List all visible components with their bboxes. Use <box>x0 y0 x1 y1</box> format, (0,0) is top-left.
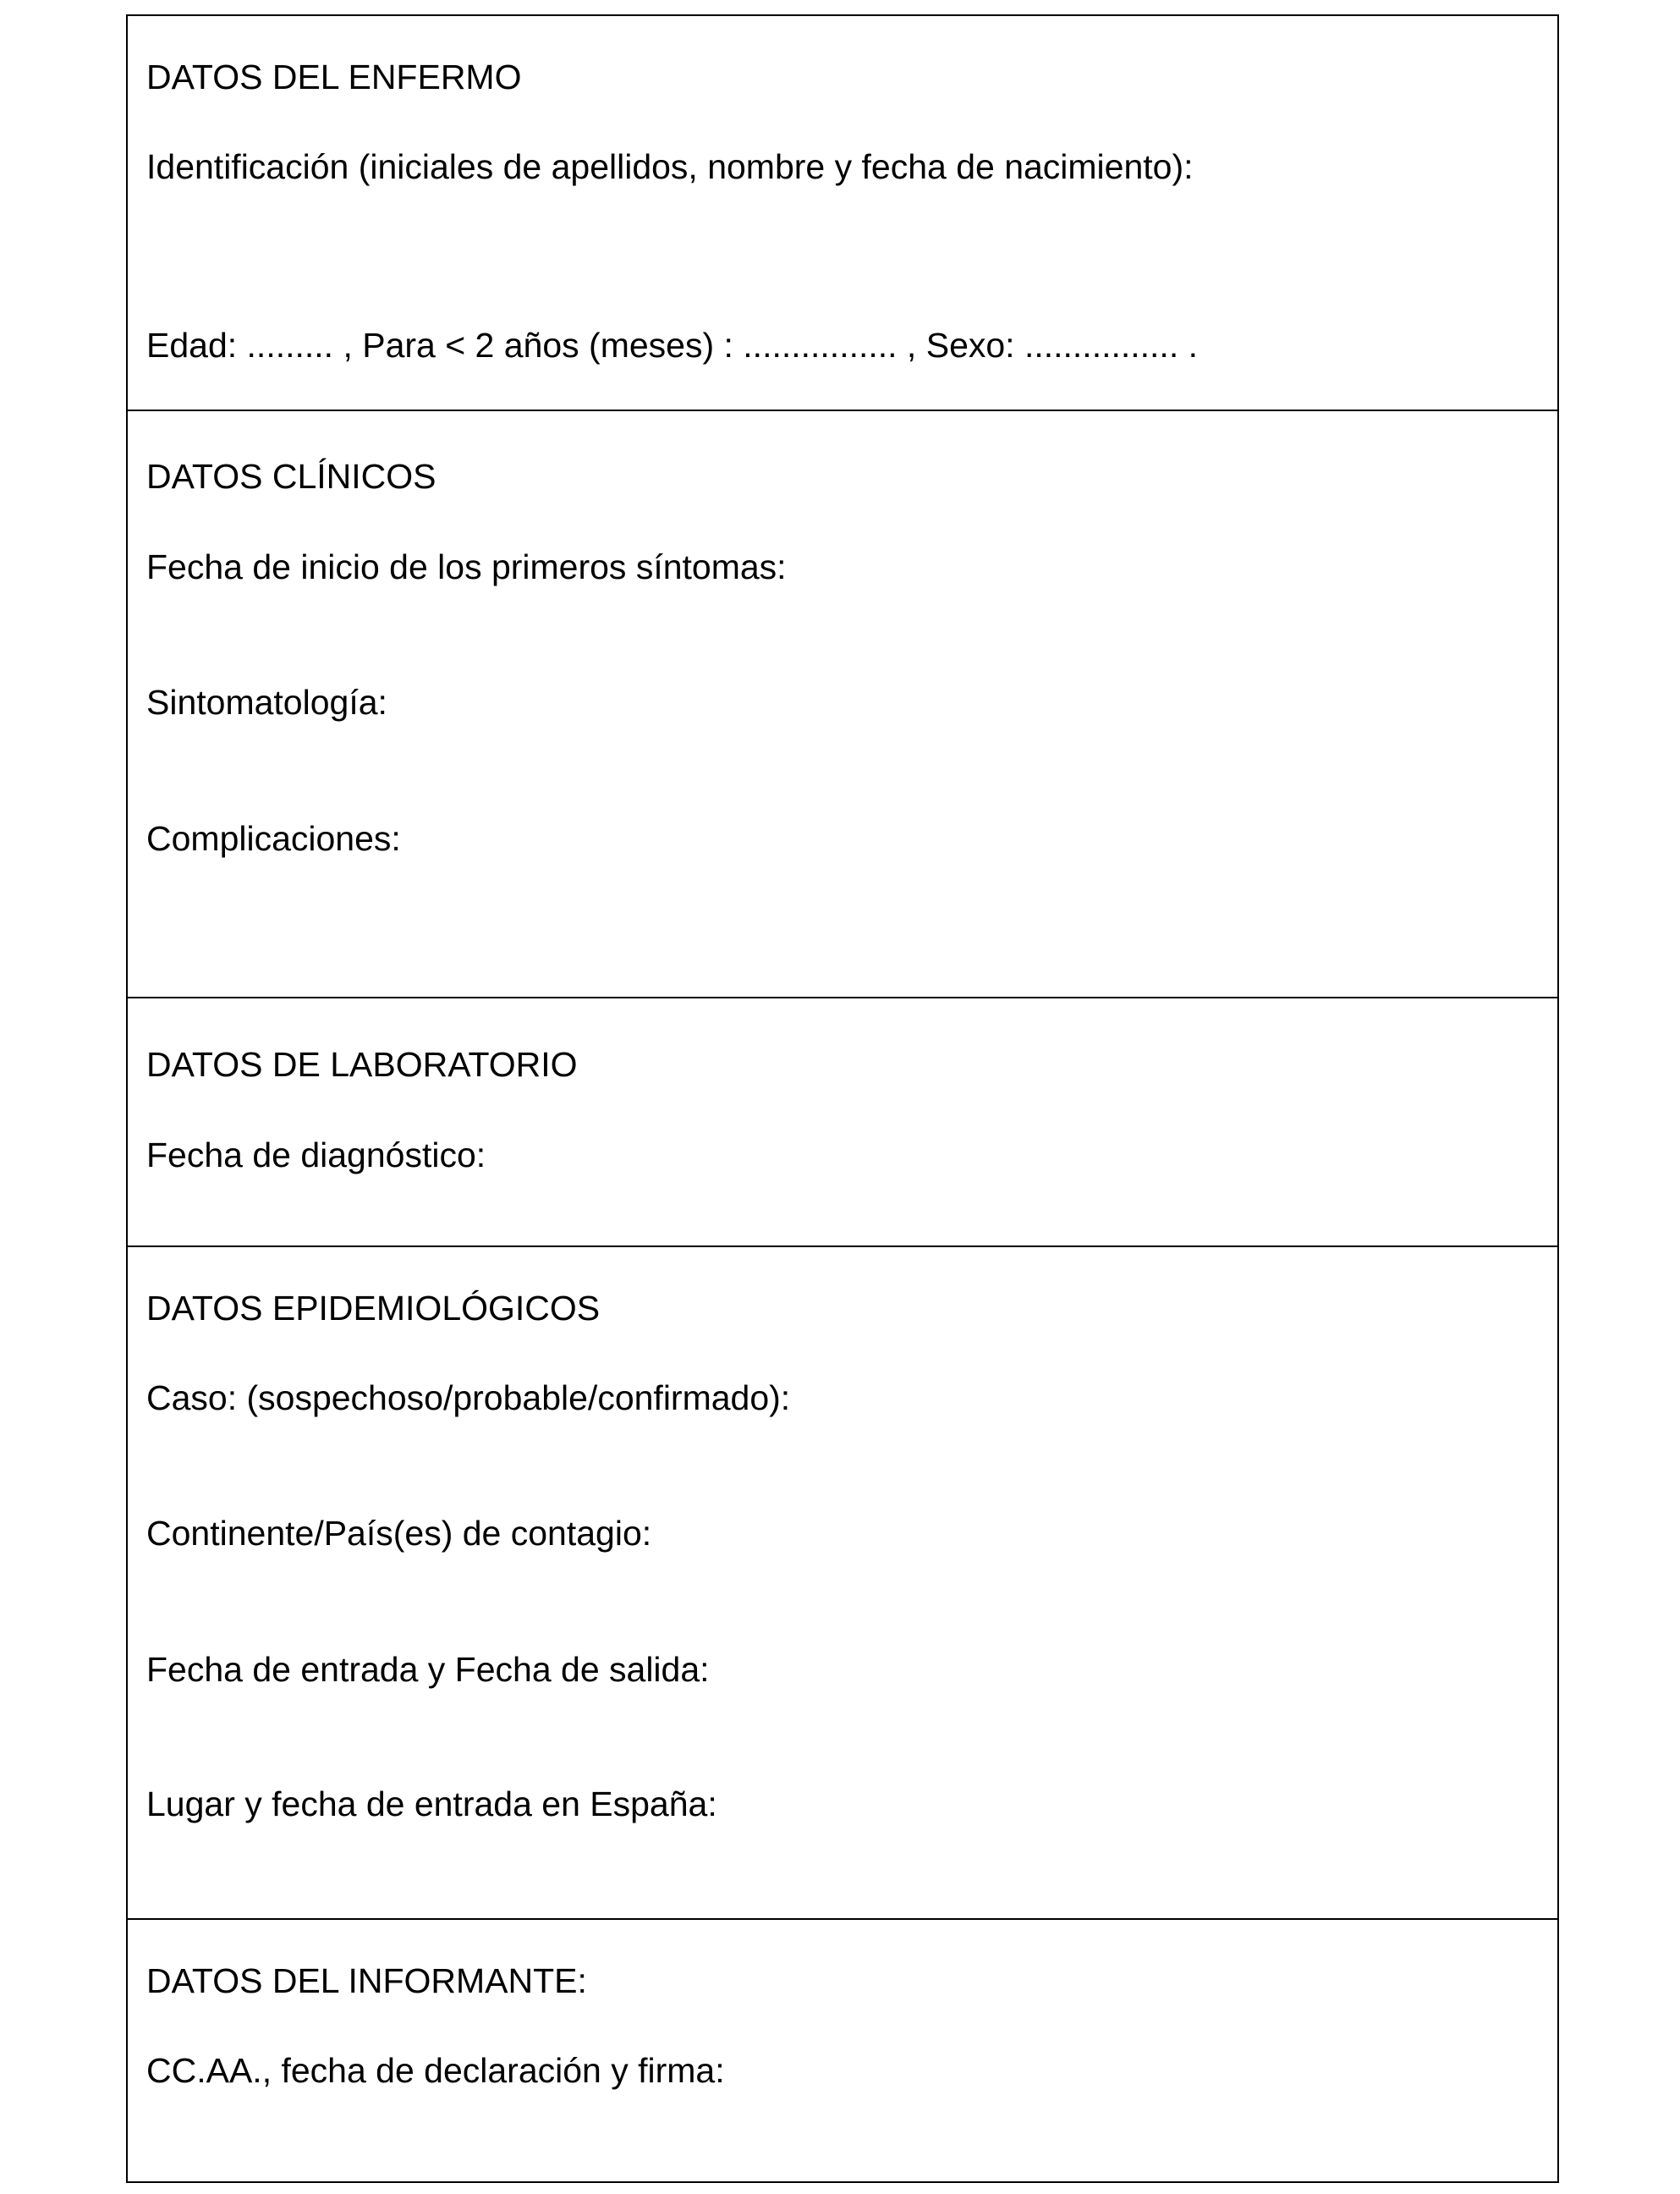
declaration-form-table <box>126 14 1559 2183</box>
field-identification-label: Identificación (iniciales de apellidos, nombre y fecha de nacimiento): <box>146 147 1194 186</box>
section-laboratory-data <box>128 997 1557 1245</box>
section-clinical-data <box>128 410 1557 997</box>
section-heading-informant-data: DATOS DEL INFORMANTE: <box>146 1961 587 2000</box>
field-symptomatology-label: Sintomatología: <box>146 683 387 722</box>
section-heading-clinical-data: DATOS CLÍNICOS <box>146 457 436 496</box>
field-age-sex-line: Edad: ......... , Para < 2 años (meses) : ................ , Sexo: ................ . <box>146 326 1198 365</box>
section-epidemiological-data <box>128 1245 1557 1918</box>
field-declaration-signature-label: CC.AA., fecha de declaración y firma: <box>146 2051 725 2090</box>
section-heading-laboratory-data: DATOS DE LABORATORIO <box>146 1045 578 1084</box>
field-case-type-label: Caso: (sospechoso/probable/confirmado): <box>146 1378 791 1417</box>
field-contagion-country-label: Continente/País(es) de contagio: <box>146 1514 652 1553</box>
section-informant-data <box>128 1918 1557 2181</box>
section-patient-data <box>128 16 1557 410</box>
field-spain-entry-label: Lugar y fecha de entrada en España: <box>146 1784 717 1823</box>
field-symptom-onset-date-label: Fecha de inicio de los primeros síntomas: <box>146 547 787 586</box>
field-complications-label: Complicaciones: <box>146 819 401 858</box>
section-heading-epidemiological-data: DATOS EPIDEMIOLÓGICOS <box>146 1289 601 1328</box>
field-diagnosis-date-label: Fecha de diagnóstico: <box>146 1135 486 1174</box>
section-heading-patient-data: DATOS DEL ENFERMO <box>146 58 522 96</box>
field-entry-exit-dates-label: Fecha de entrada y Fecha de salida: <box>146 1650 710 1689</box>
